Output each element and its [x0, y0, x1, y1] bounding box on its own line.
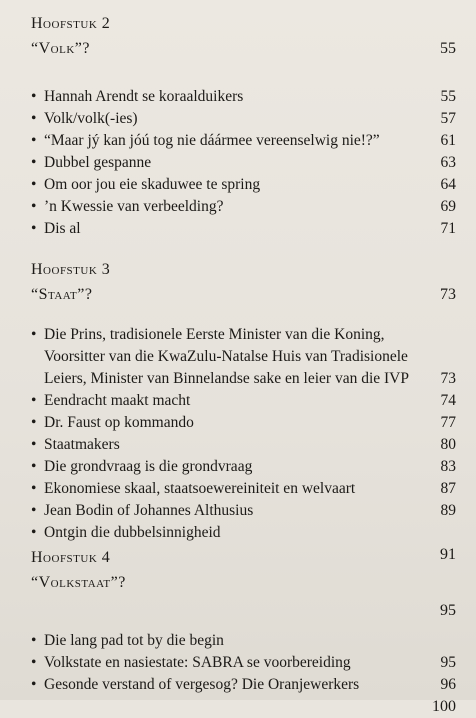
bullet-icon: •: [31, 220, 37, 237]
item-title: Die lang pad tot by die begin: [44, 632, 224, 649]
item-title: Staatmakers: [44, 436, 120, 453]
bullet-icon: •: [31, 132, 37, 149]
bullet-icon: •: [31, 392, 37, 409]
chapter-2: [31, 14, 456, 240]
list-item[interactable]: [31, 324, 456, 390]
item-title: Om oor jou eie skaduwee te spring: [44, 176, 261, 193]
page-number: 95: [440, 602, 456, 619]
chapter-title-row[interactable]: [31, 38, 456, 60]
page-number: 69: [440, 198, 456, 215]
chapter-3: [31, 260, 456, 566]
page-number: 71: [440, 220, 456, 237]
bullet-icon: •: [31, 524, 37, 541]
item-title: Die grondvraag is die grondvraag: [44, 458, 253, 475]
chapter-heading: Hoofstuk 4: [31, 549, 111, 566]
chapter-title: “Volk”?: [31, 40, 90, 57]
item-title: Jean Bodin of Johannes Althusius: [44, 502, 254, 519]
bullet-icon: •: [31, 654, 37, 671]
section-list: [31, 324, 456, 566]
page-number: 61: [440, 132, 456, 149]
page-number: 73: [440, 286, 456, 303]
standalone-page-number-row: [31, 600, 456, 622]
bullet-icon: •: [31, 502, 37, 519]
item-title: Gesonde verstand of vergesog? Die Oranjewerkers: [44, 676, 360, 693]
list-item[interactable]: [31, 500, 456, 522]
list-item[interactable]: [31, 412, 456, 434]
list-item[interactable]: [31, 522, 456, 544]
list-item[interactable]: [31, 218, 456, 240]
item-title: Ekonomiese skaal, staatsoewereiniteit en welvaart: [44, 480, 356, 497]
item-title: Die Prins, tradisionele Eerste Minister van die Koning, Voorsitter van die KwaZulu-Natalse Huis van Tradisionele Leiers, Minister van Binnelandse sake en leier van die IVP: [44, 326, 409, 387]
bullet-icon: •: [31, 458, 37, 475]
page-number: 95: [440, 654, 456, 671]
list-item[interactable]: [31, 630, 456, 652]
bullet-icon: •: [31, 414, 37, 431]
page-number: 77: [440, 414, 456, 431]
chapter-heading: Hoofstuk 2: [31, 15, 111, 32]
page-number: 73: [440, 370, 456, 387]
list-item[interactable]: [31, 108, 456, 130]
bullet-icon: •: [31, 480, 37, 497]
page-number: 96: [440, 676, 456, 693]
bullet-icon: •: [31, 632, 37, 649]
item-title: Eendracht maakt macht: [44, 392, 191, 409]
item-title: Volkstate en nasiestate: SABRA se voorbereiding: [44, 654, 351, 671]
list-item[interactable]: [31, 674, 456, 696]
page-number: 91: [440, 546, 456, 563]
list-item[interactable]: [31, 196, 456, 218]
page-number: 55: [440, 88, 456, 105]
bullet-icon: •: [31, 676, 37, 693]
page-number: 89: [440, 502, 456, 519]
standalone-page-number-row: [31, 696, 456, 718]
page-number: 100: [432, 698, 456, 715]
chapter-heading: Hoofstuk 3: [31, 261, 111, 278]
chapter-title: “Staat”?: [31, 286, 93, 303]
item-title: Volk/volk(-ies): [44, 110, 138, 127]
list-item[interactable]: [31, 86, 456, 108]
list-item[interactable]: [31, 434, 456, 456]
bullet-icon: •: [31, 436, 37, 453]
page-number: 64: [440, 176, 456, 193]
chapter-title-row[interactable]: [31, 572, 456, 594]
page-number: 80: [440, 436, 456, 453]
item-title: Dis al: [44, 220, 81, 237]
page-number: 74: [440, 392, 456, 409]
list-item[interactable]: [31, 478, 456, 500]
bullet-icon: •: [31, 154, 37, 171]
bullet-icon: •: [31, 198, 37, 215]
chapter-title: “Volkstaat”?: [31, 574, 126, 591]
bullet-icon: •: [31, 326, 37, 343]
list-item[interactable]: [31, 130, 456, 152]
page-number: 55: [440, 40, 456, 57]
page-number: 57: [440, 110, 456, 127]
item-title: Dr. Faust op kommando: [44, 414, 194, 431]
list-item[interactable]: [31, 390, 456, 412]
list-item[interactable]: [31, 652, 456, 674]
item-title: Hannah Arendt se koraalduikers: [44, 88, 244, 105]
bullet-icon: •: [31, 110, 37, 127]
item-title: Ontgin die dubbelsinnigheid: [44, 524, 221, 541]
item-title: Dubbel gespanne: [44, 154, 152, 171]
chapter-title-row[interactable]: [31, 284, 456, 306]
page-number: 83: [440, 458, 456, 475]
chapter-4: [31, 548, 456, 718]
item-title: ’n Kwessie van verbeelding?: [44, 198, 224, 215]
section-list: [31, 630, 456, 696]
bullet-icon: •: [31, 176, 37, 193]
list-item[interactable]: [31, 456, 456, 478]
item-title: “Maar jý kan jóú tog nie dáármee vereenselwig nie!?”: [44, 132, 380, 149]
section-list: [31, 86, 456, 240]
bullet-icon: •: [31, 88, 37, 105]
page-number: 87: [440, 480, 456, 497]
list-item[interactable]: [31, 174, 456, 196]
list-item[interactable]: [31, 152, 456, 174]
page-number: 63: [440, 154, 456, 171]
